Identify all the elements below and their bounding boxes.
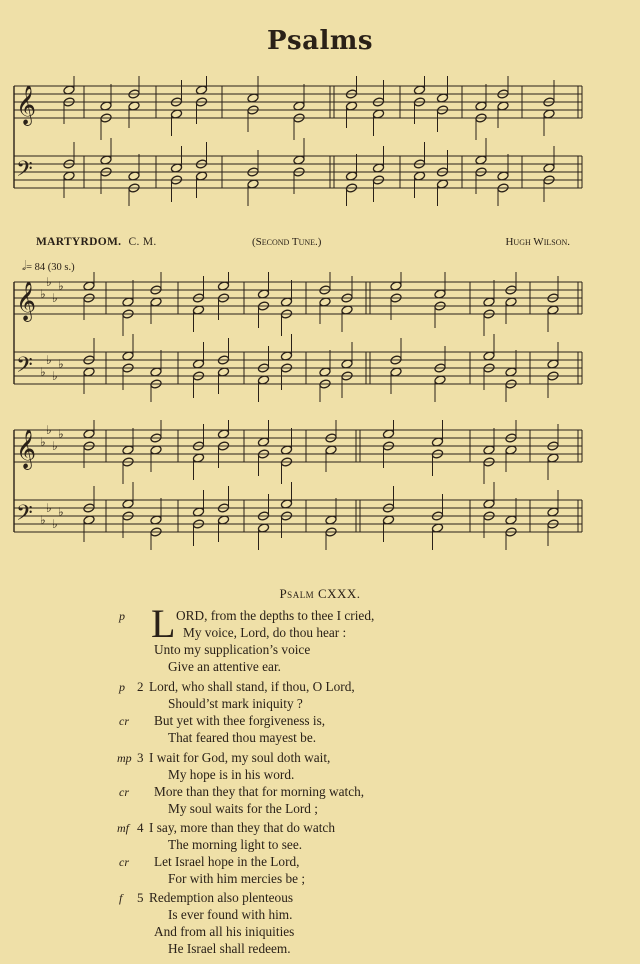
treble-clef-icon: 𝄞 — [16, 85, 37, 125]
music-system-3 — [0, 420, 640, 550]
flat-icon: ♭ — [46, 275, 52, 289]
bass-clef-icon: 𝄢 — [16, 501, 33, 531]
flat-icon: ♭ — [40, 513, 46, 527]
tune-second: (Second Tune.) — [252, 236, 322, 248]
flat-icon: ♭ — [58, 357, 64, 371]
tune-header — [0, 236, 640, 256]
flat-icon: ♭ — [40, 435, 46, 449]
flat-icon: ♭ — [52, 439, 58, 453]
flat-icon: ♭ — [58, 427, 64, 441]
psalm-title: Psalm CXXX. — [279, 586, 361, 601]
tune-composer: Hugh Wilson. — [505, 236, 570, 248]
treble-clef-icon: 𝄞 — [16, 429, 37, 469]
treble-clef-icon: 𝄞 — [16, 281, 37, 321]
bass-clef-icon: 𝄢 — [16, 157, 33, 187]
flat-icon: ♭ — [52, 291, 58, 305]
drop-cap: L — [151, 601, 176, 646]
flat-icon: ♭ — [58, 505, 64, 519]
music-system-1 — [0, 76, 640, 206]
flat-icon: ♭ — [40, 365, 46, 379]
bass-clef-icon: 𝄢 — [16, 353, 33, 383]
page-title: Psalms — [266, 26, 374, 56]
half-note-icon: 𝅗𝅥 — [22, 258, 27, 273]
flat-icon: ♭ — [58, 279, 64, 293]
flat-icon: ♭ — [46, 423, 52, 437]
tempo-marking: 𝅗𝅥= 84 (30 s.) — [22, 258, 75, 273]
flat-icon: ♭ — [52, 517, 58, 531]
tune-name: MARTYRDOM. C. M. — [36, 236, 157, 248]
flat-icon: ♭ — [46, 353, 52, 367]
music-system-2 — [0, 272, 640, 402]
flat-icon: ♭ — [52, 369, 58, 383]
flat-icon: ♭ — [46, 501, 52, 515]
flat-icon: ♭ — [40, 287, 46, 301]
